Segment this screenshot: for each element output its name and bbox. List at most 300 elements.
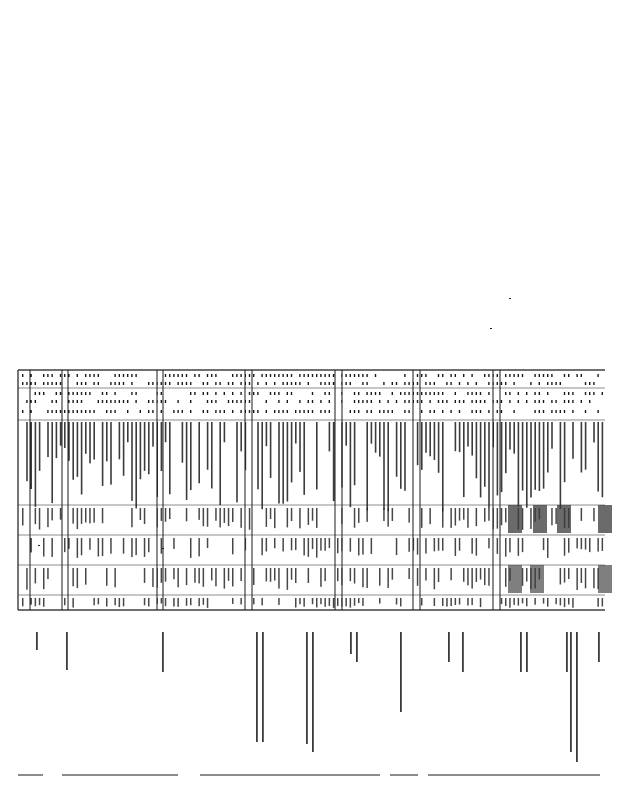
- header-tick: [81, 392, 82, 395]
- rotated-number: [417, 568, 419, 586]
- header-tick: [287, 374, 288, 377]
- header-tick: [572, 392, 573, 395]
- rotated-number: [425, 538, 427, 554]
- rotated-number: [228, 568, 230, 581]
- header-tick: [568, 392, 569, 395]
- header-tick: [282, 382, 283, 385]
- rotated-number: [366, 568, 368, 588]
- rotated-text-line: [303, 422, 305, 495]
- rotated-number: [602, 538, 604, 551]
- header-tick: [488, 392, 489, 395]
- header-tick: [236, 400, 237, 403]
- header-tick: [110, 382, 111, 385]
- rotated-number: [194, 568, 196, 583]
- header-tick: [190, 392, 191, 395]
- header-tick: [207, 410, 208, 413]
- rotated-text-line: [513, 422, 515, 454]
- rotated-text-line: [455, 422, 457, 451]
- rotated-text-line: [551, 422, 553, 449]
- header-tick: [135, 374, 136, 377]
- header-tick: [291, 392, 292, 395]
- header-tick: [245, 400, 246, 403]
- rotated-text-line: [64, 422, 66, 448]
- header-tick: [72, 410, 73, 413]
- header-tick: [135, 392, 136, 395]
- rotated-number: [564, 538, 566, 556]
- rotated-text-line: [505, 422, 507, 473]
- rotated-number: [123, 538, 125, 554]
- rotated-footnote-text: [306, 632, 308, 744]
- header-tick: [232, 374, 233, 377]
- header-tick: [177, 382, 178, 385]
- header-tick: [341, 392, 342, 395]
- header-tick: [161, 392, 162, 395]
- header-tick: [324, 382, 325, 385]
- header-tick: [152, 400, 153, 403]
- rotated-footnote-text: [576, 632, 578, 762]
- rotated-number: [232, 568, 234, 586]
- rotated-number: [362, 568, 364, 587]
- rotated-number: [312, 598, 314, 604]
- header-tick: [60, 382, 61, 385]
- rotated-text-line: [429, 422, 431, 456]
- header-tick: [459, 410, 460, 413]
- rotated-text-line: [123, 422, 125, 476]
- rotated-number: [72, 508, 74, 524]
- rotated-number: [446, 598, 448, 607]
- header-tick: [505, 374, 506, 377]
- shaded-cell: [598, 565, 612, 593]
- header-tick: [476, 392, 477, 395]
- rotated-number: [224, 508, 226, 523]
- rotated-number: [522, 568, 524, 586]
- rotated-text-line: [26, 422, 28, 481]
- rotated-number: [161, 568, 163, 583]
- header-tick: [85, 374, 86, 377]
- rotated-number: [270, 508, 272, 519]
- header-tick: [249, 410, 250, 413]
- header-tick: [43, 392, 44, 395]
- header-tick: [169, 374, 170, 377]
- shaded-cell: [598, 505, 612, 533]
- rotated-text-line: [467, 422, 469, 447]
- header-tick: [366, 374, 367, 377]
- header-tick: [404, 410, 405, 413]
- rotated-text-line: [425, 422, 427, 453]
- header-tick: [434, 382, 435, 385]
- header-tick: [161, 400, 162, 403]
- header-tick: [354, 374, 355, 377]
- rotated-number: [110, 538, 112, 554]
- header-tick: [534, 400, 535, 403]
- header-tick: [354, 392, 355, 395]
- header-tick: [207, 400, 208, 403]
- header-tick: [81, 382, 82, 385]
- header-tick: [295, 410, 296, 413]
- header-tick: [98, 382, 99, 385]
- header-tick: [219, 410, 220, 413]
- rotated-number: [467, 508, 469, 528]
- rotated-number: [421, 508, 423, 528]
- rotated-number: [505, 508, 507, 522]
- rotated-number: [576, 538, 578, 548]
- rotated-number: [85, 568, 87, 585]
- rotated-footnote-text: [566, 632, 568, 672]
- rotated-footnote-text: [312, 632, 314, 752]
- rotated-number: [270, 568, 272, 582]
- header-tick: [492, 382, 493, 385]
- rotated-text-line: [476, 422, 478, 478]
- rotated-number: [295, 538, 297, 550]
- rotated-text-line: [597, 422, 599, 492]
- header-tick: [404, 392, 405, 395]
- rotated-number: [308, 538, 310, 557]
- header-tick: [224, 410, 225, 413]
- rotated-text-line: [585, 422, 587, 470]
- header-tick: [518, 374, 519, 377]
- rotated-text-line: [102, 422, 104, 486]
- header-tick: [518, 392, 519, 395]
- rotated-number: [379, 568, 381, 586]
- header-tick: [64, 374, 65, 377]
- rotated-text-line: [165, 422, 167, 442]
- rotated-number: [555, 598, 557, 604]
- header-tick: [22, 374, 23, 377]
- rotated-number: [350, 598, 352, 608]
- header-tick: [245, 410, 246, 413]
- rotated-text-line: [534, 422, 536, 490]
- header-tick: [471, 392, 472, 395]
- header-tick: [68, 392, 69, 395]
- header-tick: [308, 400, 309, 403]
- header-tick: [518, 400, 519, 403]
- rotated-number: [387, 508, 389, 527]
- rotated-number: [597, 598, 599, 607]
- header-tick: [165, 382, 166, 385]
- rotated-number: [299, 508, 301, 528]
- rotated-number: [266, 538, 268, 551]
- rotated-number: [581, 568, 583, 583]
- rotated-number: [392, 568, 394, 580]
- header-tick: [190, 410, 191, 413]
- rotated-number: [471, 598, 473, 605]
- header-tick: [417, 400, 418, 403]
- rotated-number: [555, 508, 557, 524]
- rotated-number: [560, 568, 562, 584]
- header-tick: [198, 374, 199, 377]
- rotated-number: [47, 508, 49, 527]
- rotated-number: [173, 598, 175, 607]
- rotated-number: [408, 508, 410, 523]
- header-tick: [89, 374, 90, 377]
- header-tick: [509, 374, 510, 377]
- header-tick: [568, 374, 569, 377]
- header-tick: [329, 392, 330, 395]
- header-tick: [114, 374, 115, 377]
- header-tick: [589, 392, 590, 395]
- rotated-number: [459, 508, 461, 521]
- header-tick: [375, 392, 376, 395]
- rotated-number: [266, 568, 268, 581]
- rotated-number: [350, 538, 352, 552]
- rotated-text-line: [35, 422, 37, 507]
- header-tick: [43, 382, 44, 385]
- header-tick: [497, 374, 498, 377]
- rotated-number: [156, 568, 158, 588]
- rotated-number: [383, 508, 385, 521]
- rotated-text-line: [207, 422, 209, 470]
- rotated-number: [425, 568, 427, 581]
- rotated-text-line: [30, 422, 32, 489]
- rotated-number: [266, 508, 268, 527]
- rotated-text-line: [152, 422, 154, 447]
- rotated-text-line: [366, 422, 368, 510]
- header-tick: [119, 400, 120, 403]
- header-tick: [329, 400, 330, 403]
- rotated-number: [308, 508, 310, 525]
- header-tick: [312, 392, 313, 395]
- rotated-text-line: [488, 422, 490, 508]
- rotated-text-line: [564, 422, 566, 482]
- header-tick: [152, 410, 153, 413]
- rotated-number: [131, 508, 133, 527]
- rotated-number: [576, 568, 578, 590]
- rotated-number: [589, 538, 591, 552]
- rotated-text-line: [560, 422, 562, 509]
- header-tick: [282, 410, 283, 413]
- header-tick: [320, 374, 321, 377]
- rotated-number: [337, 538, 339, 553]
- rotated-number: [287, 508, 289, 527]
- rotated-text-line: [484, 422, 486, 487]
- header-tick: [501, 410, 502, 413]
- rotated-text-line: [501, 422, 503, 492]
- rotated-number: [219, 508, 221, 527]
- header-tick: [392, 382, 393, 385]
- rotated-number: [467, 568, 469, 585]
- rotated-number: [316, 508, 318, 528]
- header-tick: [173, 374, 174, 377]
- rotated-number: [585, 538, 587, 550]
- rotated-footnote-text: [256, 632, 258, 742]
- header-tick: [551, 410, 552, 413]
- header-tick: [354, 400, 355, 403]
- header-tick: [219, 382, 220, 385]
- header-tick: [329, 374, 330, 377]
- header-tick: [266, 400, 267, 403]
- rotated-text-line: [526, 422, 528, 508]
- header-tick: [484, 400, 485, 403]
- rotated-text-line: [219, 422, 221, 505]
- rotated-number: [165, 508, 167, 522]
- rotated-number: [47, 568, 49, 579]
- rotated-number: [114, 598, 116, 605]
- rotated-number: [30, 538, 32, 552]
- rotated-number: [119, 598, 121, 607]
- rotated-text-line: [224, 422, 226, 442]
- rotated-text-line: [400, 422, 402, 489]
- rotated-number: [518, 598, 520, 606]
- rotated-text-line: [530, 422, 532, 497]
- header-tick: [534, 374, 535, 377]
- header-tick: [446, 382, 447, 385]
- header-tick: [60, 410, 61, 413]
- header-tick: [312, 400, 313, 403]
- header-tick: [455, 374, 456, 377]
- rotated-number: [203, 598, 205, 605]
- header-tick: [245, 382, 246, 385]
- header-tick: [228, 400, 229, 403]
- rotated-number: [299, 598, 301, 604]
- rotated-text-line: [593, 422, 595, 442]
- header-tick: [236, 374, 237, 377]
- header-tick: [362, 374, 363, 377]
- header-tick: [114, 400, 115, 403]
- header-tick: [148, 382, 149, 385]
- rotated-text-line: [72, 422, 74, 480]
- rotated-number: [26, 568, 28, 590]
- header-tick: [320, 382, 321, 385]
- rotated-number: [467, 598, 469, 606]
- rotated-number: [434, 568, 436, 589]
- header-tick: [526, 400, 527, 403]
- rotated-number: [581, 508, 583, 521]
- header-tick: [173, 410, 174, 413]
- header-tick: [497, 382, 498, 385]
- header-tick: [539, 374, 540, 377]
- rotated-text-line: [459, 422, 461, 452]
- header-tick: [425, 374, 426, 377]
- header-tick: [371, 400, 372, 403]
- rotated-number: [114, 568, 116, 587]
- header-tick: [543, 410, 544, 413]
- rotated-text-line: [518, 422, 520, 507]
- header-tick: [68, 400, 69, 403]
- rotated-number: [455, 508, 457, 526]
- header-tick: [30, 374, 31, 377]
- header-tick: [85, 392, 86, 395]
- rotated-number: [295, 568, 297, 583]
- header-tick: [135, 400, 136, 403]
- rotated-text-line: [106, 422, 108, 461]
- rotated-number: [106, 598, 108, 607]
- rotated-number: [35, 508, 37, 524]
- rotated-number: [144, 568, 146, 583]
- rotated-number: [476, 508, 478, 526]
- header-tick: [320, 400, 321, 403]
- header-tick: [308, 374, 309, 377]
- rotated-text-line: [68, 422, 70, 461]
- header-tick: [114, 382, 115, 385]
- rotated-number: [509, 598, 511, 608]
- rotated-number: [43, 568, 45, 589]
- header-tick: [526, 392, 527, 395]
- header-tick: [358, 374, 359, 377]
- rotated-number: [207, 538, 209, 548]
- header-tick: [480, 392, 481, 395]
- rotated-number: [198, 568, 200, 583]
- header-tick: [68, 374, 69, 377]
- header-tick: [156, 382, 157, 385]
- shaded-cell: [557, 505, 571, 533]
- rotated-number: [135, 538, 137, 555]
- rotated-number: [442, 538, 444, 551]
- header-tick: [324, 410, 325, 413]
- header-tick: [232, 400, 233, 403]
- header-tick: [60, 374, 61, 377]
- rotated-number: [303, 538, 305, 555]
- header-tick: [581, 400, 582, 403]
- header-tick: [102, 400, 103, 403]
- header-tick: [127, 400, 128, 403]
- header-tick: [165, 400, 166, 403]
- header-tick: [253, 410, 254, 413]
- header-tick: [350, 374, 351, 377]
- header-tick: [551, 382, 552, 385]
- header-tick: [106, 400, 107, 403]
- rotated-text-line: [156, 422, 158, 497]
- header-tick: [89, 392, 90, 395]
- rotated-number: [156, 508, 158, 527]
- header-tick: [194, 392, 195, 395]
- header-tick: [476, 400, 477, 403]
- header-tick: [404, 374, 405, 377]
- header-tick: [274, 374, 275, 377]
- header-tick: [35, 382, 36, 385]
- rotated-number: [438, 538, 440, 551]
- header-tick: [278, 374, 279, 377]
- header-tick: [240, 410, 241, 413]
- rotated-number: [392, 508, 394, 521]
- header-tick: [182, 382, 183, 385]
- header-tick: [81, 410, 82, 413]
- header-tick: [35, 400, 36, 403]
- rotated-text-line: [127, 422, 129, 442]
- header-tick: [421, 400, 422, 403]
- header-tick: [148, 400, 149, 403]
- rotated-number: [366, 508, 368, 522]
- header-tick: [114, 410, 115, 413]
- rotated-text-line: [81, 422, 83, 495]
- header-tick: [509, 400, 510, 403]
- rotated-text-line: [497, 422, 499, 495]
- rotated-text-line: [350, 422, 352, 507]
- rotated-number: [232, 538, 234, 554]
- header-tick: [207, 392, 208, 395]
- rotated-number: [123, 598, 125, 606]
- rotated-number: [547, 598, 549, 607]
- header-tick: [299, 400, 300, 403]
- rotated-text-line: [421, 422, 423, 470]
- rotated-number: [585, 568, 587, 588]
- rotated-text-line: [190, 422, 192, 490]
- header-tick: [110, 400, 111, 403]
- rotated-text-line: [47, 422, 49, 457]
- header-tick: [207, 374, 208, 377]
- header-tick: [408, 382, 409, 385]
- rotated-text-line: [522, 422, 524, 491]
- header-tick: [471, 410, 472, 413]
- rotated-text-line: [375, 422, 377, 453]
- rotated-number: [358, 538, 360, 555]
- header-tick: [182, 410, 183, 413]
- rotated-number: [362, 538, 364, 555]
- rotated-number: [442, 598, 444, 606]
- header-tick: [161, 410, 162, 413]
- rotated-number: [488, 568, 490, 586]
- rotated-text-line: [144, 422, 146, 471]
- header-tick: [303, 410, 304, 413]
